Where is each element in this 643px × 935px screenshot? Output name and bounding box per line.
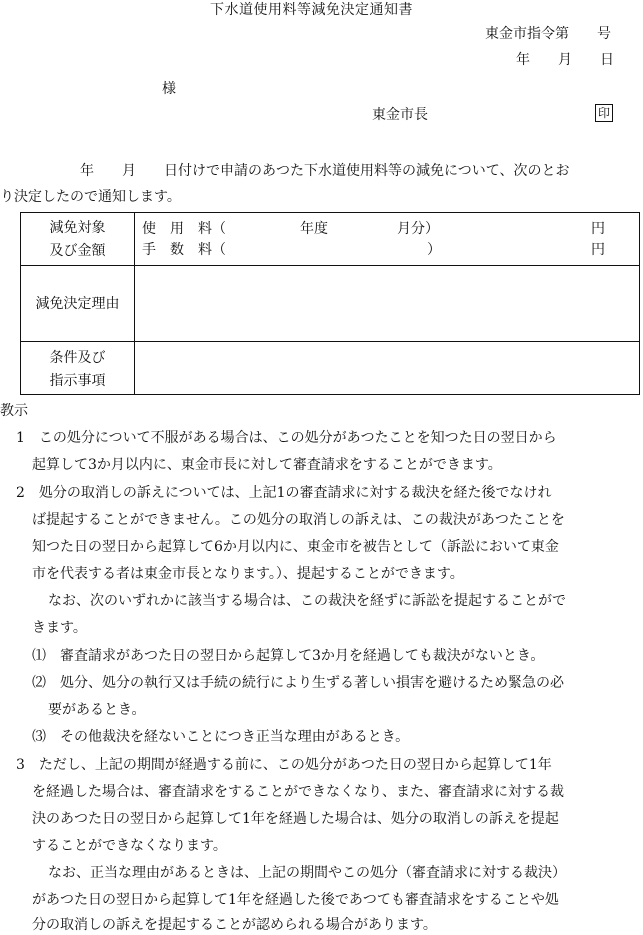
instruction-line: 1 この処分について不服がある場合は、この処分があつたことを知つた日の翌日から xyxy=(16,430,557,446)
fee-unit: 円 xyxy=(591,221,605,237)
fee-label: 使 用 料（ xyxy=(142,221,226,237)
seal-char: 印 xyxy=(597,106,610,120)
instructions-heading: 教示 xyxy=(0,403,28,419)
document-number: 東金市指令第 号 xyxy=(485,26,611,42)
instruction-line: 決のあつた日の翌日から起算して1年を経過した場合は、処分の取消しの訴えを提起 xyxy=(32,811,559,827)
instruction-line: ば提起することができません。この処分の取消しの訴えは、この裁決があつたことを xyxy=(32,512,565,528)
fee-month: 月分） xyxy=(397,221,439,237)
seal-icon xyxy=(595,104,613,122)
charge-label: 手 数 料（ xyxy=(142,242,226,258)
row3-label-line2: 指示事項 xyxy=(49,373,106,389)
issue-date: 年 月 日 xyxy=(516,52,614,68)
row1-label-line1: 減免対象 xyxy=(49,220,106,236)
instruction-line: 起算して3か月以内に、東金市長に対して審査請求をすることができます。 xyxy=(32,457,502,473)
row3-label-line1: 条件及び xyxy=(49,350,106,366)
instruction-line: 分の取消しの訴えを提起することが認められる場合があります。 xyxy=(32,917,437,933)
instruction-line: 2 処分の取消しの訴えについては、上記1の審査請求に対する裁決を経た後でなけれ xyxy=(16,485,552,501)
charge-unit: 円 xyxy=(591,242,605,258)
instruction-line: があつた日の翌日から起算して1年を経過した後であつても審査請求をすることや処 xyxy=(32,892,559,908)
document-title: 下水道使用料等減免決定通知書 xyxy=(210,2,413,18)
instruction-line: なお、次のいずれかに該当する場合は、この裁決を経ずに訴訟を提起することがで xyxy=(48,593,566,609)
instruction-line: を経過した場合は、審査請求をすることができなくなり、また、審査請求に対する裁 xyxy=(32,784,564,800)
instruction-line: 要があるとき。 xyxy=(48,702,146,718)
addressee: 様 xyxy=(162,81,176,97)
instruction-line: することができなくなります。 xyxy=(32,838,227,854)
table-row-divider-2 xyxy=(21,341,639,342)
instruction-line: なお、正当な理由があるときは、上記の期間やこの処分（審査請求に対する裁決） xyxy=(48,865,566,881)
row2-label: 減免決定理由 xyxy=(35,296,120,312)
table-row-divider-1 xyxy=(21,265,639,266)
table-column-divider xyxy=(134,213,135,394)
row1-label xyxy=(21,217,134,263)
charge-close: ） xyxy=(427,242,441,258)
instruction-line: 知つた日の翌日から起算して6か月以内に、東金市を被告として（訴訟において東金 xyxy=(32,539,559,555)
row3-label xyxy=(21,347,134,393)
intro-line-1: 年 月 日付けで申請のあつた下水道使用料等の減免について、次のとお xyxy=(80,163,570,179)
intro-line-2: り決定したので通知します。 xyxy=(0,189,181,205)
issuer-name: 東金市長 xyxy=(372,107,428,123)
instruction-line: ⑶ その他裁決を経ないことにつき正当な理由があるとき。 xyxy=(32,729,410,745)
instruction-line: 3 ただし、上記の期間が経過する前に、この処分があつた日の翌日から起算して1年 xyxy=(16,757,552,773)
fee-year: 年度 xyxy=(300,221,328,237)
instruction-line: 市を代表する者は東金市長となります。）、提起することができます。 xyxy=(32,566,464,582)
reduction-table xyxy=(20,212,640,395)
row1-label-line2: 及び金額 xyxy=(49,243,106,259)
instruction-line: きます。 xyxy=(32,620,87,636)
instruction-line: ⑵ 処分、処分の執行又は手続の続行により生ずる著しい損害を避けるため緊急の必 xyxy=(32,675,564,691)
instruction-line: ⑴ 審査請求があつた日の翌日から起算して3か月を経過しても裁決がないとき。 xyxy=(32,648,545,664)
